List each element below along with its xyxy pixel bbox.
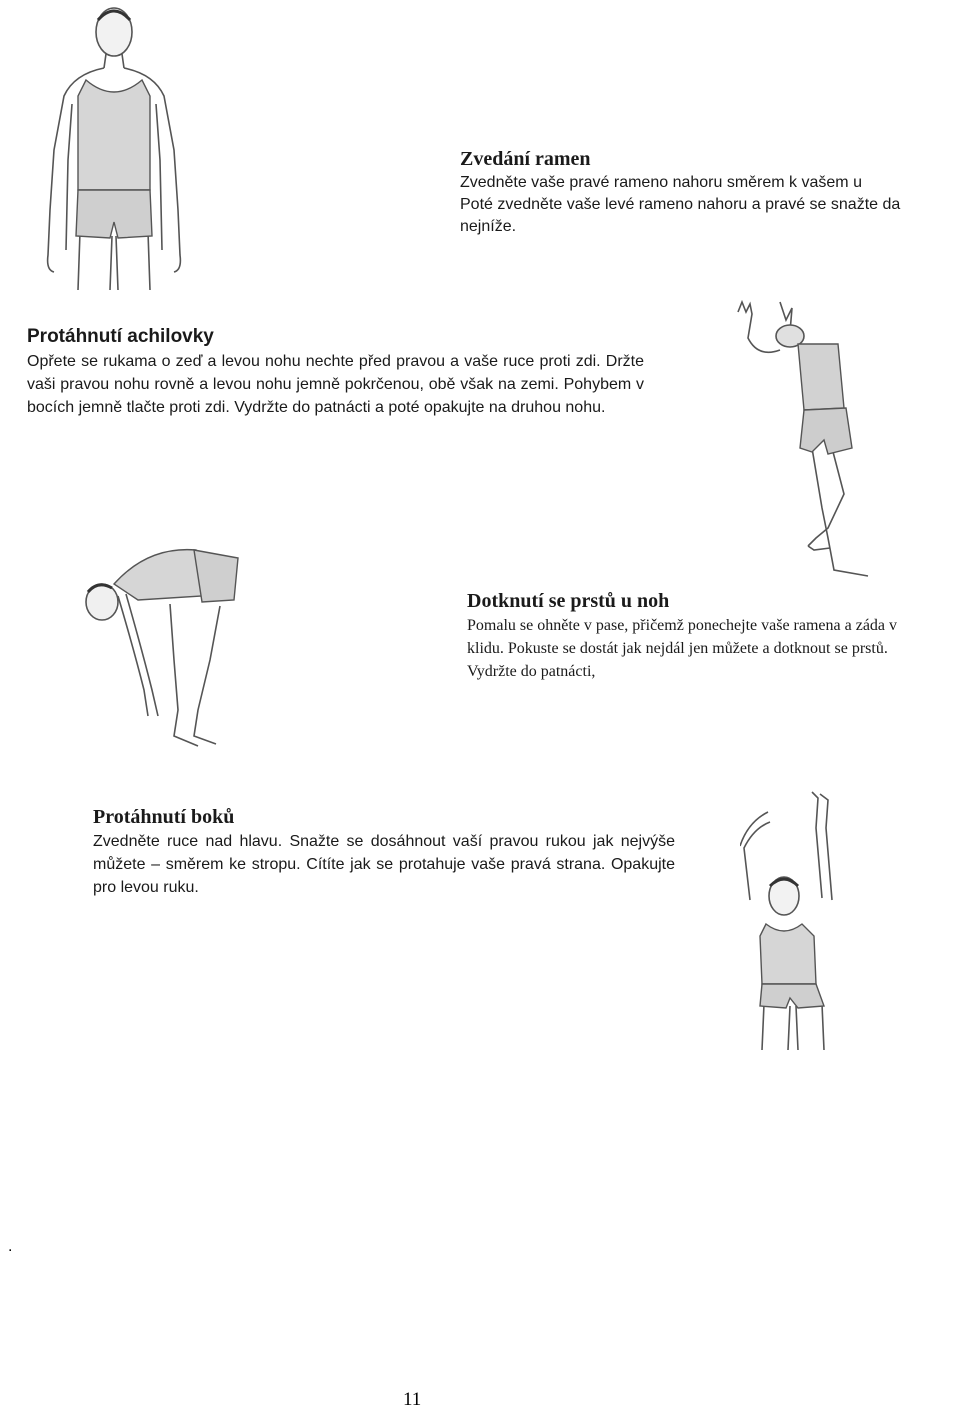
figure-shoulder-raise bbox=[28, 0, 200, 298]
section-text-line: Zvedněte vaše pravé rameno nahoru směrem k vašem u bbox=[460, 174, 862, 191]
section-shoulder-raise bbox=[460, 147, 960, 238]
standing-man-illustration bbox=[28, 0, 200, 298]
section-text-line: Pomalu se ohněte v pase, přičemž ponechejte vaše ramena a záda v bbox=[467, 617, 898, 634]
section-text: Opřete se rukama o zeď a levou nohu nechte před pravou a vaše ruce proti zdi. Držte vaši pravou nohu rovně a levou nohu jemně pokrčenou, obě však na zemi. Pohybem v bocích jemně tlačte proti zdi. Vydržte do patnácti a poté opakujte na druhou nohu. bbox=[27, 353, 644, 416]
wall-lean-illustration bbox=[728, 298, 890, 584]
section-title: Zvedání ramen bbox=[460, 148, 591, 170]
figure-toe-touch bbox=[78, 540, 248, 758]
section-text-line: Vydržte do patnácti, bbox=[467, 663, 596, 680]
section-text-line: Poté zvedněte vaše levé rameno nahoru a pravé se snažte da bbox=[460, 196, 901, 213]
arms-raised-illustration bbox=[740, 788, 840, 1056]
section-title: Protáhnutí boků bbox=[93, 806, 235, 828]
toe-touch-illustration bbox=[78, 540, 248, 758]
section-text: Zvedněte ruce nad hlavu. Snažte se dosáhnout vaší pravou rukou jak nejvýše můžete – směrem ke stropu. Cítíte jak se protahuje vaše pravá strana. Opakujte pro levou ruku. bbox=[93, 833, 675, 896]
section-text-line: nejníže. bbox=[460, 218, 517, 235]
section-achilles-stretch bbox=[27, 326, 644, 419]
section-hip-stretch bbox=[93, 805, 675, 899]
figure-hip-stretch bbox=[740, 788, 840, 1056]
figure-achilles-stretch bbox=[728, 298, 890, 584]
section-title: Protáhnutí achilovky bbox=[27, 326, 214, 347]
section-toe-touch bbox=[467, 589, 960, 683]
section-title: Dotknutí se prstů u noh bbox=[467, 590, 670, 612]
section-text-line: klidu. Pokuste se dostát jak nejdál jen můžete a dotknout se prstů. bbox=[467, 640, 888, 657]
stray-dot: . bbox=[8, 1238, 13, 1255]
page-number: 11 bbox=[403, 1389, 422, 1410]
